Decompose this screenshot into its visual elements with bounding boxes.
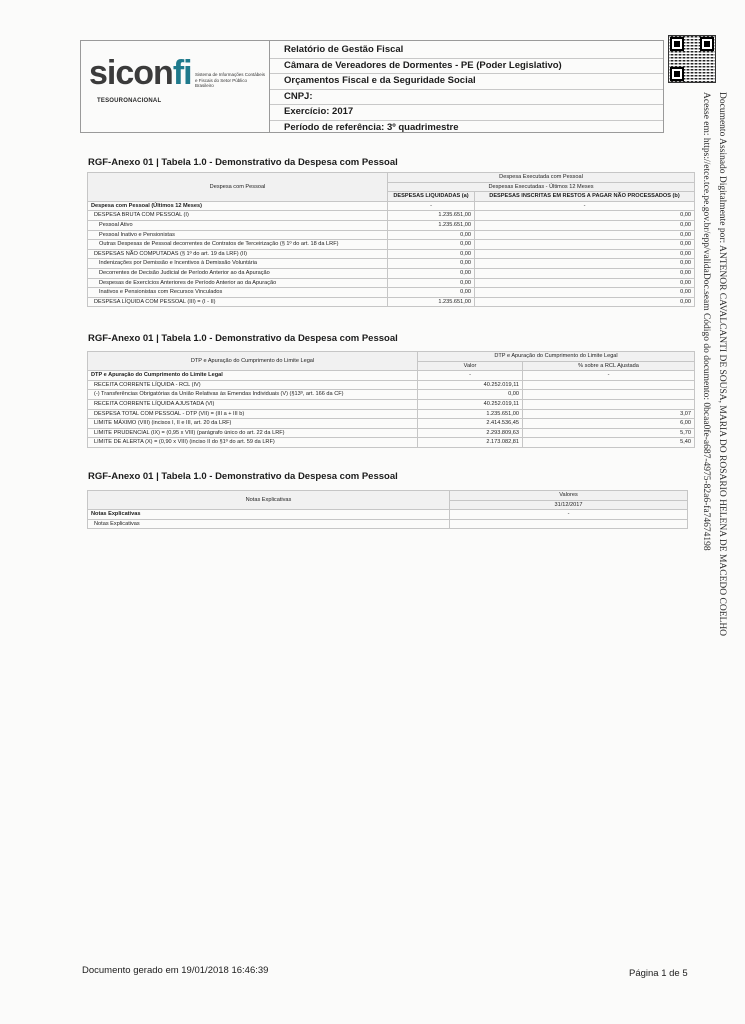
qr-code-icon [668, 35, 716, 83]
logo-description: Sistema de Informações Contábeis e Fiscais do Setor Público Brasileiro [195, 72, 266, 88]
table-row: DESPESAS NÃO COMPUTADAS (§ 1º do art. 19 da LRF) (II) 0,00 0,00 [88, 249, 695, 259]
table-row: DESPESA BRUTA COM PESSOAL (I) 1.235.651,00 0,00 [88, 211, 695, 221]
col-header-inscritas: DESPESAS INSCRITAS EM RESTOS A PAGAR NÃO PROCESSADOS (b) [475, 192, 695, 202]
col-header-values: Valores [450, 491, 688, 501]
header-report-title: Relatório de Gestão Fiscal [270, 43, 663, 59]
col-header-pct: % sobre a RCL Ajustada [523, 361, 695, 371]
table-row: RECEITA CORRENTE LÍQUIDA - RCL (IV) 40.252.019,11 [88, 380, 695, 390]
table-row: Outras Despesas de Pessoal decorrentes de Contratos de Terceirização (§ 1º do art. 18 da LRF) 0,00 0,00 [88, 240, 695, 250]
col-header-group: Despesa Executada com Pessoal [388, 173, 695, 183]
col-header-date: 31/12/2017 [450, 500, 688, 510]
stamp-access-url: Acesse em: https://etce.tce.pe.gov.br/epp/validaDoc.seam Código do documento: 0bcaa0fe-a687-4975-82a6-fa74674198 [701, 92, 711, 551]
stamp-signers: Documento Assinado Digitalmente por: ANTENOR CAVALCANTI DE SOUSA, MARIA DO ROSARIO HELENA DE MACEDO COELHO [717, 92, 727, 637]
col-header-main: DTP e Apuração do Cumprimento do Limite Legal [88, 352, 418, 371]
table-row: DESPESA TOTAL COM PESSOAL - DTP (VII) = (III a + III b) 1.235.651,00 3,07 [88, 409, 695, 419]
table-row: Notas Explicativas - [88, 510, 688, 520]
section2-title: RGF-Anexo 01 | Tabela 1.0 - Demonstrativo da Despesa com Pessoal [88, 333, 398, 344]
table-row: Indenizações por Demissão e Incentivos à Demissão Voluntária 0,00 0,00 [88, 259, 695, 269]
col-header-main: Despesa com Pessoal [88, 173, 388, 202]
personnel-expense-table [87, 172, 695, 307]
table-row: Pessoal Inativo e Pensionistas 0,00 0,00 [88, 230, 695, 240]
table-row: Pessoal Ativo 1.235.651,00 0,00 [88, 220, 695, 230]
table-row: LIMITE DE ALERTA (X) = (0,90 x VIII) (inciso II do §1º do art. 59 da LRF) 2.173.082,81 5,40 [88, 438, 695, 448]
report-header [80, 40, 664, 133]
table-row: DTP e Apuração do Cumprimento do Limite Legal - - [88, 371, 695, 381]
header-cnpj: CNPJ: [270, 90, 663, 106]
table-row: LIMITE PRUDENCIAL (IX) = (0,95 x VIII) (parágrafo único do art. 22 da LRF) 2.293.809,63 5,70 [88, 428, 695, 438]
header-period: Período de referência: 3º quadrimestre [284, 121, 459, 133]
table-row: LIMITE MÁXIMO (VIII) (incisos I, II e III, art. 20 da LRF) 2.414.536,45 6,00 [88, 419, 695, 429]
col-header-subgroup: Despesas Executadas - Últimos 12 Meses [388, 182, 695, 192]
generated-timestamp: Documento gerado em 19/01/2018 16:46:39 [82, 965, 269, 976]
page-number: Página 1 de 5 [629, 968, 688, 979]
col-header-group: DTP e Apuração do Cumprimento do Limite Legal [418, 352, 695, 362]
header-exercise: Exercício: 2017 [270, 105, 663, 121]
section1-title: RGF-Anexo 01 | Tabela 1.0 - Demonstrativo da Despesa com Pessoal [88, 157, 398, 168]
header-budget: Orçamentos Fiscal e da Seguridade Social [270, 74, 663, 90]
table-row: DESPESA LÍQUIDA COM PESSOAL (III) = (I - II) 1.235.651,00 0,00 [88, 297, 695, 307]
col-header-liquidadas: DESPESAS LIQUIDADAS (a) [388, 192, 475, 202]
table-row: Despesas de Exercícios Anteriores de Período Anterior ao da Apuração 0,00 0,00 [88, 278, 695, 288]
table-row: Inativos e Pensionistas com Recursos Vinculados 0,00 0,00 [88, 288, 695, 298]
header-entity: Câmara de Vereadores de Dormentes - PE (Poder Legislativo) [270, 59, 663, 75]
table-row: RECEITA CORRENTE LÍQUIDA AJUSTADA (VI) 40.252.019,11 [88, 399, 695, 409]
header-lines [270, 41, 663, 132]
limit-compliance-table [87, 351, 695, 448]
table-row: Despesa com Pessoal (Últimos 12 Meses) - - [88, 201, 695, 211]
table-row: Notas Explicativas [88, 519, 688, 529]
section3-title: RGF-Anexo 01 | Tabela 1.0 - Demonstrativo da Despesa com Pessoal [88, 471, 398, 482]
table-row: Decorrentes de Decisão Judicial de Período Anterior ao da Apuração 0,00 0,00 [88, 268, 695, 278]
logo-wordmark: siconfi [89, 54, 192, 92]
logo-subtitle: TESOURONACIONAL [97, 98, 162, 104]
col-header-main: Notas Explicativas [88, 491, 450, 510]
table-row: (-) Transferências Obrigatórias da União Relativas às Emendas Individuais (V) (§13º, art. 166 da CF) 0,00 [88, 390, 695, 400]
siconfi-logo [81, 41, 270, 132]
digital-signature-stamp [696, 92, 730, 637]
col-header-valor: Valor [418, 361, 523, 371]
explanatory-notes-table [87, 490, 688, 529]
